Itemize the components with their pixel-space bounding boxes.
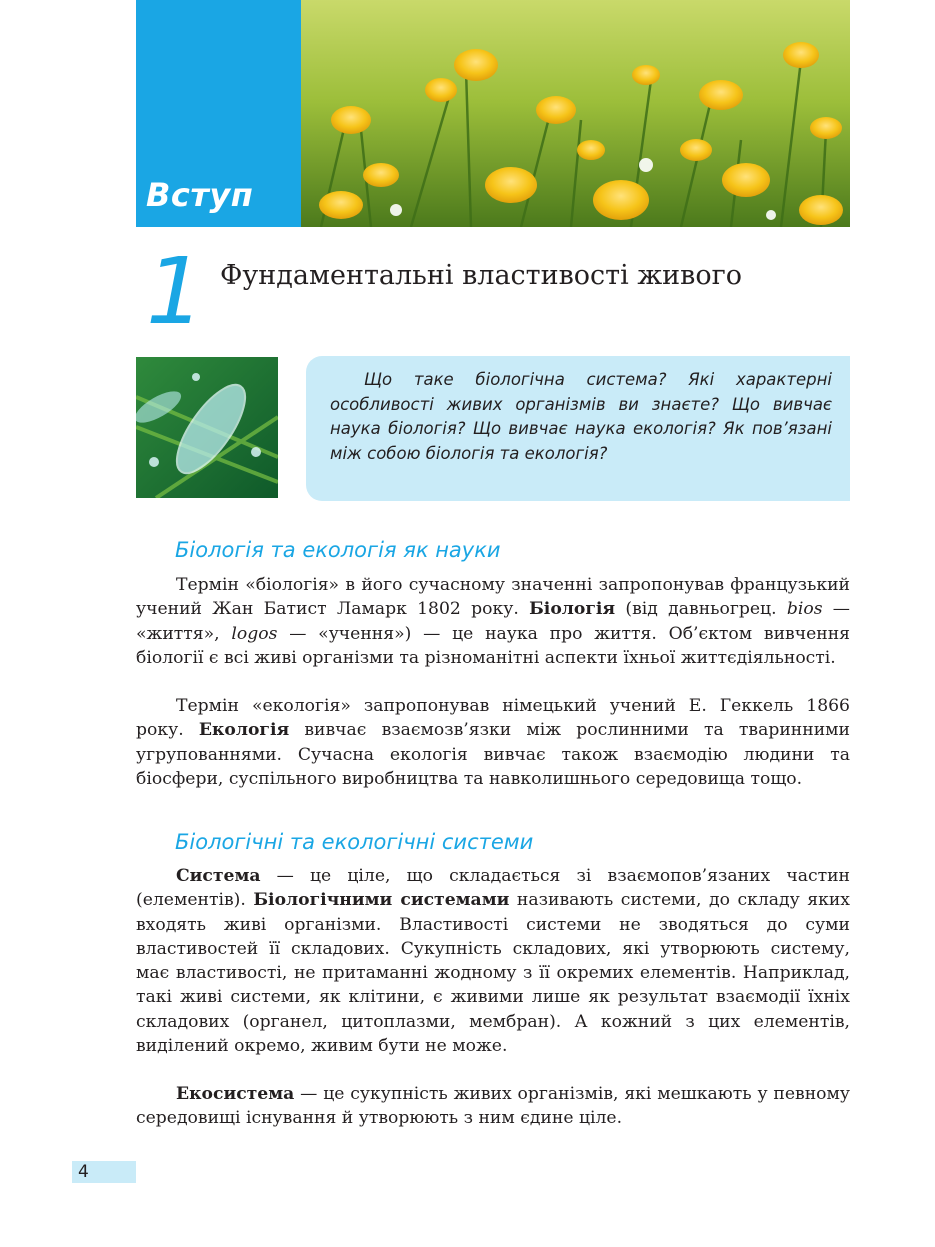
section-heading: Біологічні та екологічні системи bbox=[175, 830, 534, 854]
paragraph: Система — це ціле, що складається зі взаємопов’язаних частин (елементів). Біологічними системами називають системи, до складу яких входять живі організми. Властивості системи не зводяться до суми властивостей її складових. Сукупність складових, які утворюють систему, має властивості, не притаманні жодному з її окремих елементів. Наприклад, такі живі системи, як клітини, є живими лише як результат взаємодії їхніх складових (органел, цитоплазми, мембран). А кожний з цих елементів, виділений окремо, живим бути не може. bbox=[136, 866, 851, 1057]
paragraph: Термін «екологія» запропонував німецький учений Е. Геккель 1866 року. Екологія вивчає взаємозв’язки між рослинними та тваринними угрупованнями. Сучасна екологія вивчає також взаємодію людини та біосфери, суспільного виробництва та навколишнього середовища тощо. bbox=[136, 696, 850, 789]
microorganism-photo bbox=[136, 357, 278, 498]
intro-question-box bbox=[306, 356, 850, 501]
paragraph: Екосистема — це сукупність живих організмів, які мешкають у певному середовищі існування й утворюють з ним єдине ціле. bbox=[136, 1084, 850, 1129]
chapter-title: Фундаментальні властивості живого bbox=[220, 260, 743, 291]
section-label: Вступ bbox=[146, 176, 254, 214]
page-number: 4 bbox=[78, 1162, 89, 1182]
meadow-flowers-photo bbox=[301, 0, 850, 227]
chapter-number: 1 bbox=[146, 238, 205, 345]
paragraph: Термін «біологія» в його сучасному значенні запропонував французький учений Жан Батист Ламарк 1802 року. Біологія (від давньогрец. bios — «життя», logos — «учення») — це наука про життя. Об’єктом вивчення біології є всі живі організми та різноманітні аспекти їхньої життєдіяльності. bbox=[136, 575, 850, 668]
intro-questions: Що таке біологічна система? Які характерні особливості живих організмів ви знаєте? Що вивчає наука біологія? Що вивчає наука екологія? Як пов’язані між собою біологія та екологія? bbox=[330, 370, 832, 463]
section-heading: Біологія та екологія як науки bbox=[175, 538, 501, 562]
